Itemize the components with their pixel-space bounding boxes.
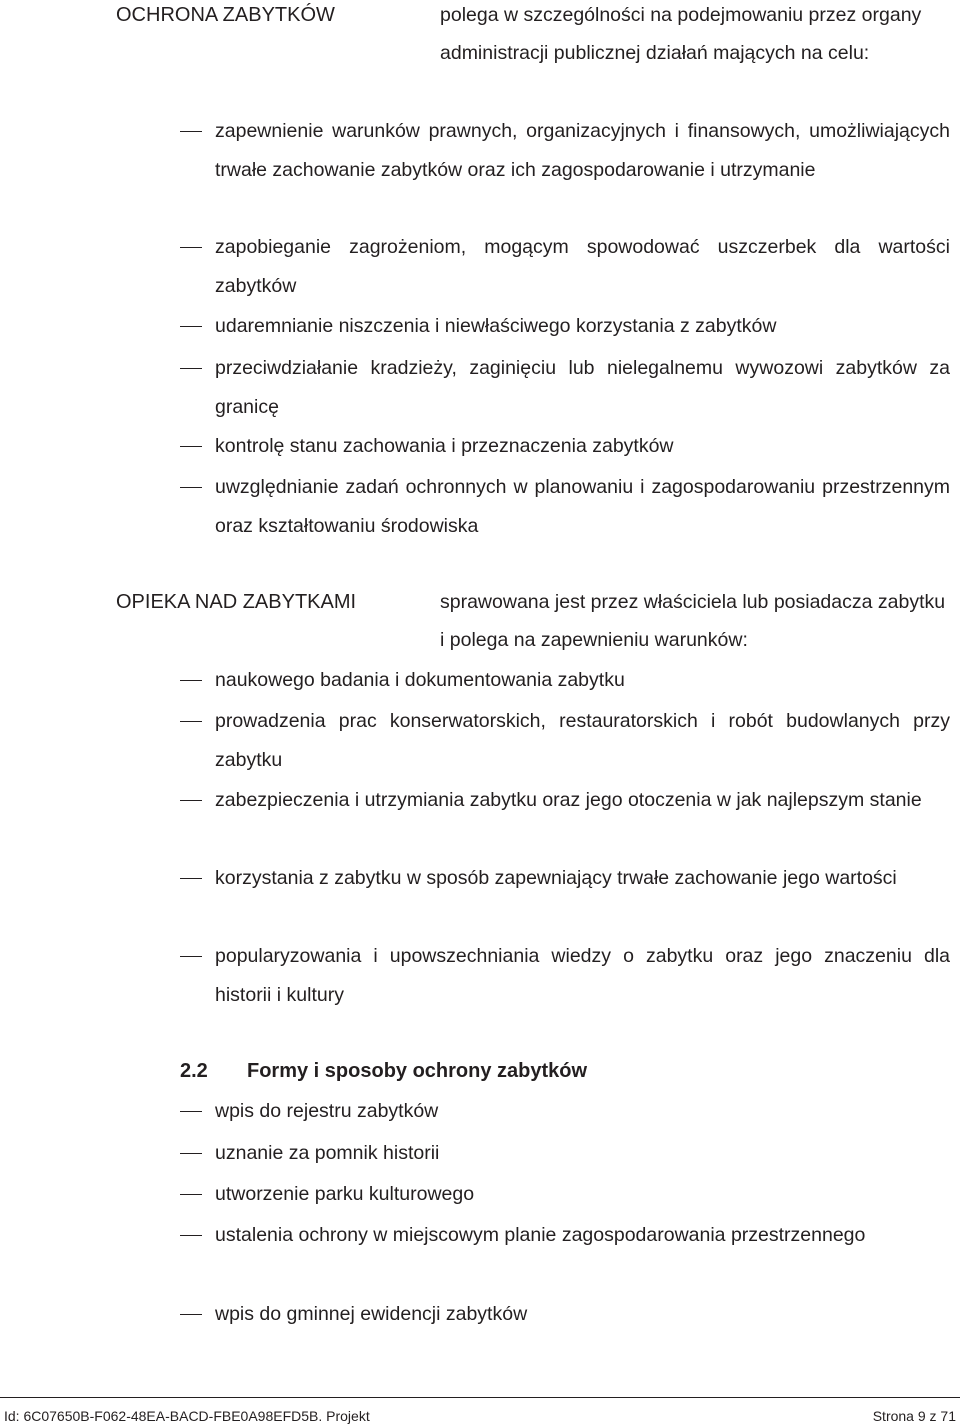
- list-item: ustalenia ochrony w miejscowym planie zagospodarowania przestrzennego: [215, 1224, 866, 1246]
- bullet-dash: [180, 1314, 202, 1315]
- bullet-dash: [180, 1235, 202, 1236]
- footer-divider: [0, 1397, 960, 1398]
- bullet-dash: [180, 446, 202, 447]
- list-item: utworzenie parku kulturowego: [215, 1183, 475, 1205]
- bullet-dash: [180, 800, 202, 801]
- list-item: uwzględnianie zadań ochronnych w planowaniu i zagospodarowaniu przestrzennym oraz kształtowaniu środowiska: [215, 476, 950, 537]
- list-item: zapewnienie warunków prawnych, organizacyjnych i finansowych, umożliwiających trwałe zachowanie zabytków oraz ich zagospodarowanie i utrzymanie: [215, 120, 950, 181]
- bullet-dash: [180, 326, 202, 327]
- ochrona-term: OCHRONA ZABYTKÓW: [116, 4, 335, 26]
- bullet-dash: [180, 1194, 202, 1195]
- bullet-dash: [180, 1153, 202, 1154]
- opieka-definition: sprawowana jest przez właściciela lub posiadacza zabytku i polega na zapewnieniu warunków:: [440, 591, 946, 651]
- ochrona-definition: polega w szczególności na podejmowaniu przez organy administracji publicznej działań mających na celu:: [440, 4, 922, 64]
- list-item: naukowego badania i dokumentowania zabytku: [215, 669, 625, 691]
- section-number: 2.2: [180, 1060, 208, 1082]
- footer-page-number: Strona 9 z 71: [872, 1408, 956, 1424]
- list-item: zabezpieczenia i utrzymiania zabytku oraz jego otoczenia w jak najlepszym stanie: [215, 789, 922, 811]
- bullet-dash: [180, 721, 202, 722]
- bullet-dash: [180, 131, 202, 132]
- list-item: zapobieganie zagrożeniom, mogącym spowodować uszczerbek dla wartości zabytków: [215, 236, 950, 297]
- list-item: przeciwdziałanie kradzieży, zaginięciu lub nielegalnemu wywozowi zabytków za granicę: [215, 357, 950, 418]
- bullet-dash: [180, 247, 202, 248]
- list-item: udaremnianie niszczenia i niewłaściwego korzystania z zabytków: [215, 315, 777, 337]
- list-item: prowadzenia prac konserwatorskich, restauratorskich i robót budowlanych przy zabytku: [215, 710, 950, 771]
- list-item: wpis do rejestru zabytków: [215, 1100, 439, 1122]
- bullet-dash: [180, 956, 202, 957]
- list-item: kontrolę stanu zachowania i przeznaczenia zabytków: [215, 435, 674, 457]
- bullet-dash: [180, 487, 202, 488]
- footer-document-id: Id: 6C07650B-F062-48EA-BACD-FBE0A98EFD5B. Projekt: [4, 1408, 370, 1424]
- bullet-dash: [180, 1111, 202, 1112]
- list-item: wpis do gminnej ewidencji zabytków: [215, 1303, 528, 1325]
- bullet-dash: [180, 680, 202, 681]
- bullet-dash: [180, 368, 202, 369]
- section-title: Formy i sposoby ochrony zabytków: [247, 1060, 588, 1082]
- bullet-dash: [180, 878, 202, 879]
- list-item: popularyzowania i upowszechniania wiedzy o zabytku oraz jego znaczeniu dla historii i kultury: [215, 945, 950, 1006]
- opieka-term: OPIEKA NAD ZABYTKAMI: [116, 591, 357, 613]
- list-item: korzystania z zabytku w sposób zapewniający trwałe zachowanie jego wartości: [215, 867, 897, 889]
- list-item: uznanie za pomnik historii: [215, 1142, 440, 1164]
